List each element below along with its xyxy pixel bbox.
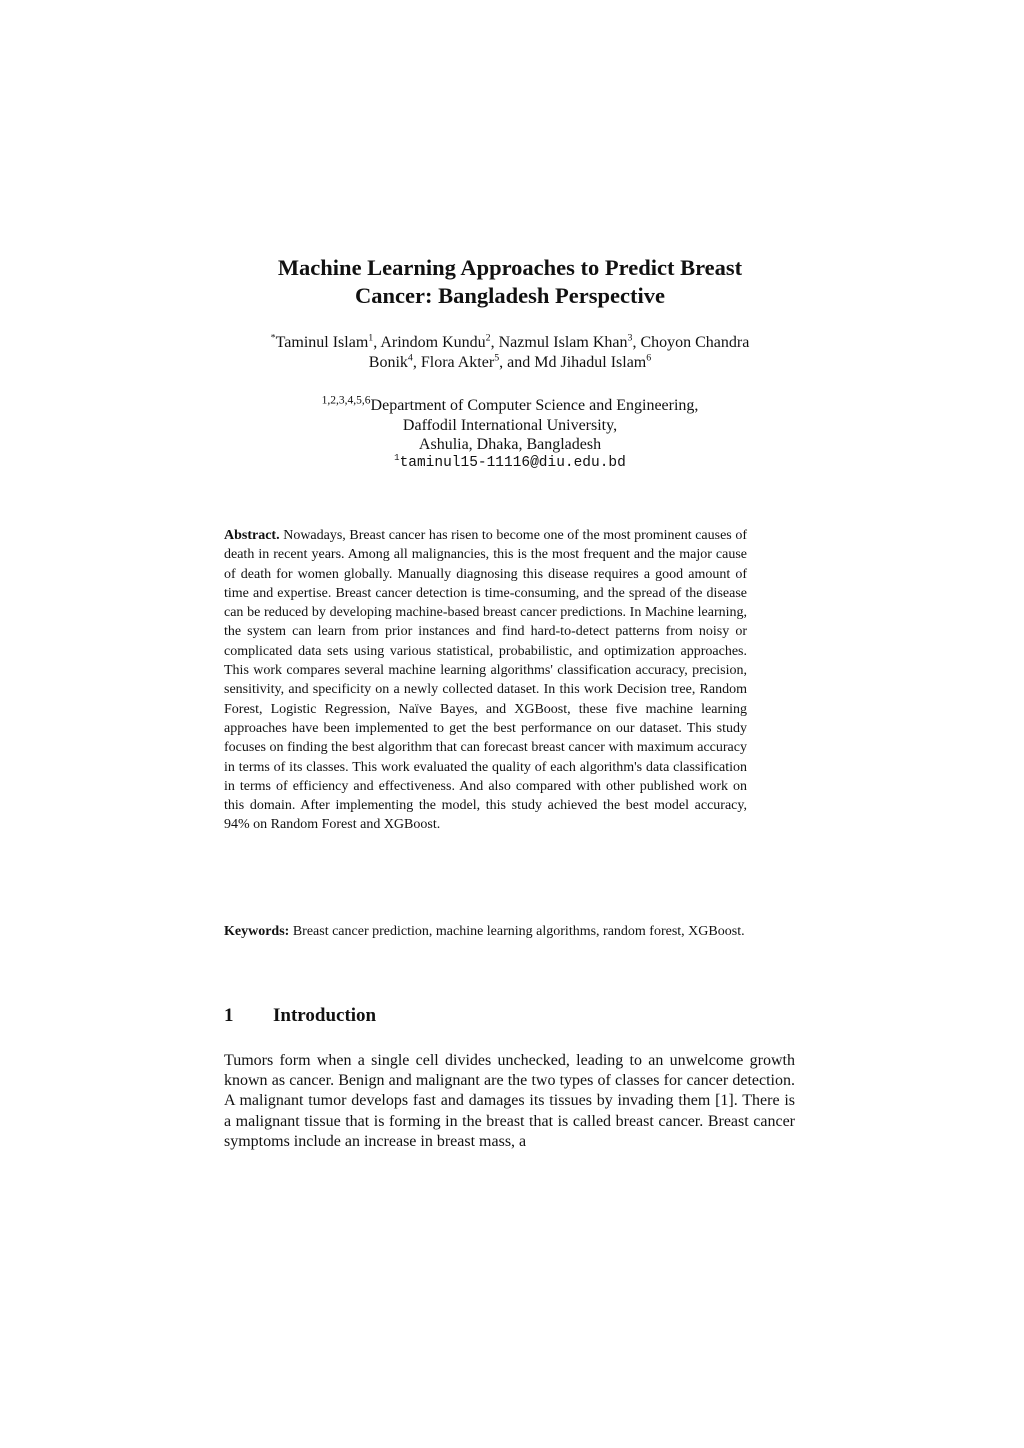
author-name: Md Jihadul Islam: [534, 354, 647, 371]
keywords: [224, 922, 747, 941]
author-line-2: Bonik$^4$, Flora Akter$^5$, and Md Jihadul Islam$^6$: [368, 352, 652, 371]
section-title: Introduction: [273, 1005, 377, 1026]
university: Daffodil International University,: [402, 416, 618, 434]
section-number: 1: [224, 1005, 234, 1026]
author-name-part: Choyon Chandra: [640, 334, 750, 351]
author-sup: 1: [368, 332, 374, 344]
keywords-label: Keywords:: [224, 924, 290, 939]
affiliation-sup: 1,2,3,4,5,6: [321, 394, 371, 407]
section-heading: [224, 1004, 376, 1028]
keywords-text: Breast cancer prediction, machine learning algorithms, random forest, XGBoost.: [292, 924, 745, 939]
author-list: [150, 333, 870, 373]
abstract-text: Nowadays, Breast cancer has risen to become one of the most prominent causes of death in recent years. Among all malignancies, this is the most frequent and the major cause of death for women globally. Manually diagnosing this disease requires a good amount of time and expertise. Breast cancer detection is time-consuming, and the spread of the disease can be reduced by developing machine-based breast cancer predictions. In Machine learning, the system can learn from prior instances and find hard-to-detect patterns from noisy or complicated data sets using various statistical, probabilistic, and optimization approaches. This work compares several machine learning algorithms' classification accuracy, precision, sensitivity, and specificity on a newly collected dataset. In this work Decision tree, Random Forest, Logistic Regression, Naïve Bayes, and XGBoost, these five machine learning approaches have been implemented to get the best performance on our dataset. This study focuses on finding the best algorithm that can forecast breast cancer with maximum accuracy in terms of its classes. This work evaluated the quality of each algorithm's data classification in terms of efficiency and effectiveness. And also compared with other published work on this domain. After implementing the model, this study achieved the best model accuracy, 94% on Random Forest and XGBoost.: [224, 528, 747, 833]
author-sup: 6: [646, 352, 652, 364]
author-name: Arindom Kundu: [380, 334, 486, 351]
affiliation: [150, 396, 870, 472]
author-name: Nazmul Islam Khan: [498, 334, 628, 351]
corresponding-mark: *: [270, 332, 276, 344]
email-sup: 1: [394, 452, 400, 463]
title-line-1: Machine Learning Approaches to Predict Breast: [277, 255, 743, 280]
author-name: Taminul Islam: [275, 334, 369, 351]
department: $^{1,2,3,4,5,6}$Department of Computer Science and Engineering,: [321, 394, 699, 414]
author-sup: 2: [485, 332, 491, 344]
abstract-label: Abstract.: [224, 528, 280, 543]
introduction-paragraph: Tumors form when a single cell divides unchecked, leading to an unwelcome growth known as cancer. Benign and malignant are the two types of classes for cancer detection. A malignant tumor develops fast and damages its tissues by invading them [1]. There is a malignant tissue that is forming in the breast that is called breast cancer. Breast cancer symptoms include an increase in breast mass, a: [224, 1052, 795, 1150]
email-address: taminul15-11116@diu.edu.bd: [399, 454, 626, 471]
abstract: [224, 526, 747, 835]
email: [150, 452, 870, 472]
author-name: Flora Akter: [420, 354, 495, 371]
author-sup: 3: [627, 332, 633, 344]
paper-title: [150, 254, 870, 310]
author-line-1: *Taminul Islam$^1$, Arindom Kundu$^2$, Nazmul Islam Khan$^3$, Choyon Chandra: [270, 332, 750, 351]
author-sup: 4: [407, 352, 413, 364]
title-line-2: Cancer: Bangladesh Perspective: [355, 283, 665, 308]
author-sup: 5: [494, 352, 500, 364]
location: Ashulia, Dhaka, Bangladesh: [418, 436, 602, 453]
author-name-part: Bonik: [368, 354, 408, 371]
